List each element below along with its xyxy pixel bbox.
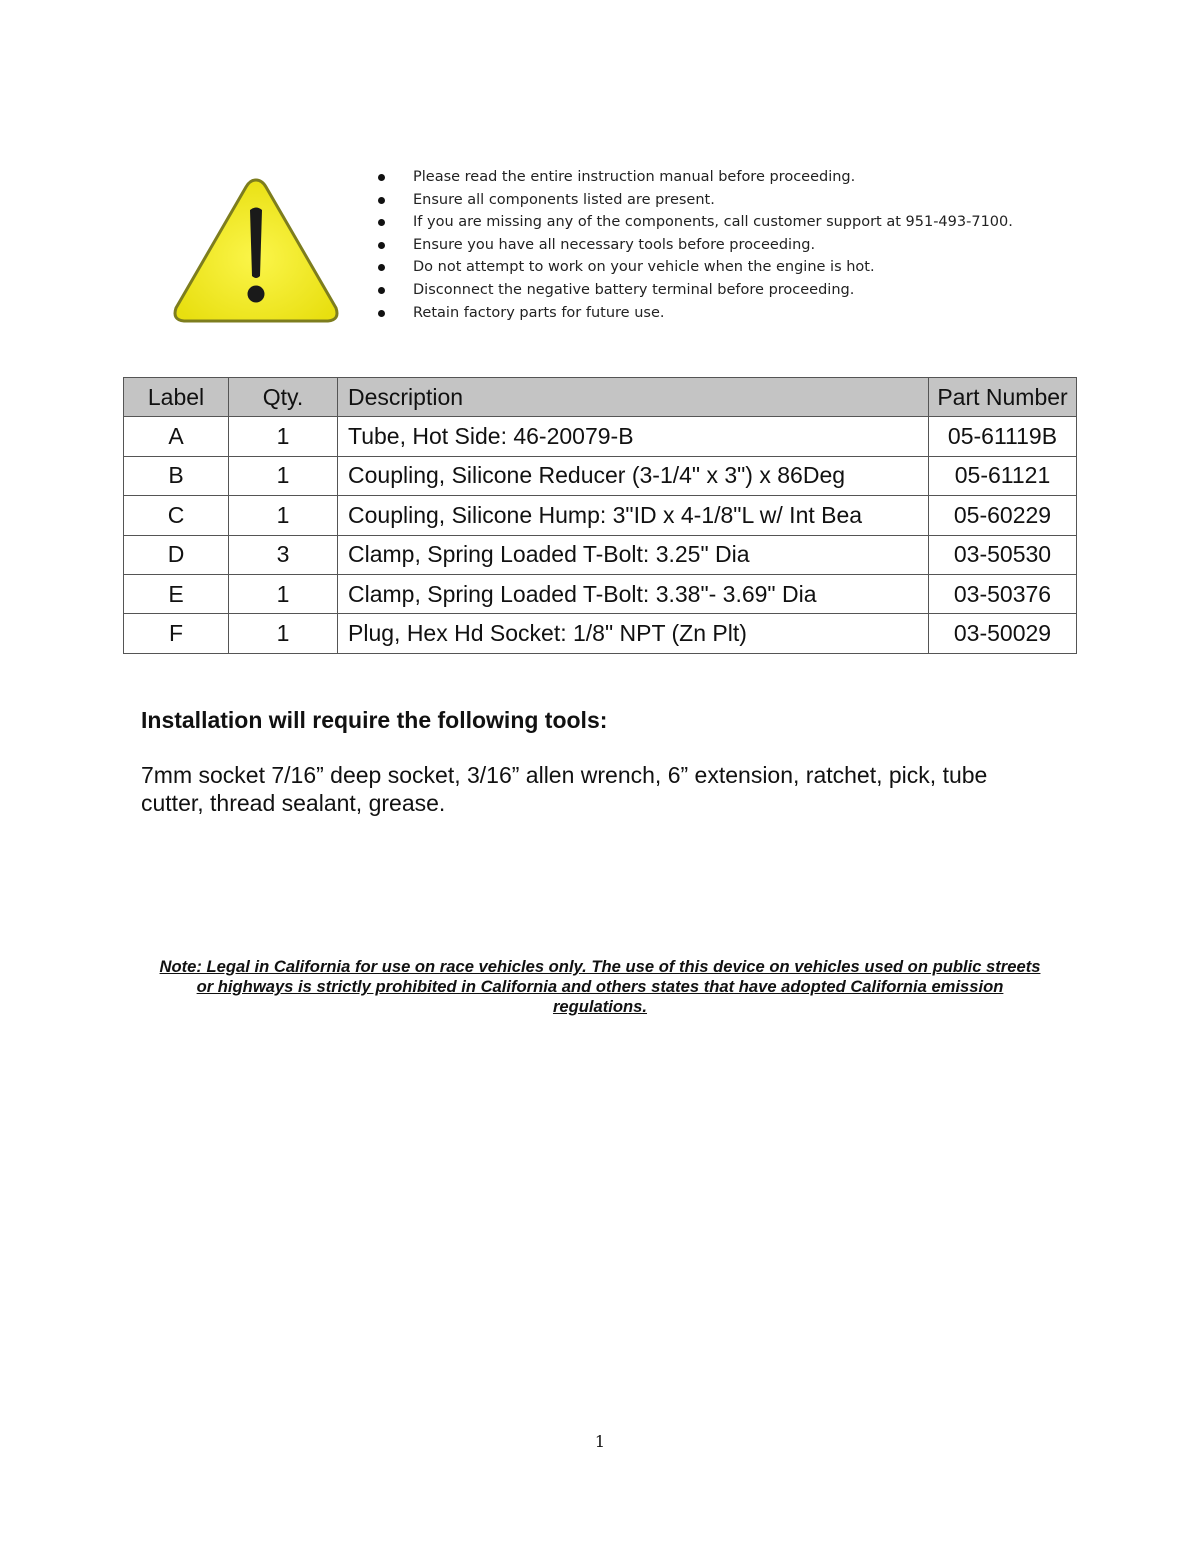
cell-description: Tube, Hot Side: 46-20079-B bbox=[338, 417, 929, 456]
cell-part-number: 05-61121 bbox=[929, 456, 1077, 495]
cell-qty: 1 bbox=[229, 574, 338, 613]
cell-part-number: 05-61119B bbox=[929, 417, 1077, 456]
bullet-item: Ensure you have all necessary tools before proceeding. bbox=[378, 234, 1013, 257]
bullet-item: Disconnect the negative battery terminal before proceeding. bbox=[378, 279, 1013, 302]
bullet-item: If you are missing any of the components, call customer support at 951-493-7100. bbox=[378, 211, 1013, 234]
bullet-item: Ensure all components listed are present. bbox=[378, 189, 1013, 212]
cell-qty: 3 bbox=[229, 535, 338, 574]
table-row bbox=[124, 535, 1077, 574]
cell-label: F bbox=[124, 614, 229, 653]
cell-part-number: 03-50530 bbox=[929, 535, 1077, 574]
safety-bullet-list bbox=[378, 166, 1013, 324]
table-row bbox=[124, 574, 1077, 613]
page-number: 1 bbox=[594, 1432, 606, 1451]
bullet-item: Retain factory parts for future use. bbox=[378, 302, 1013, 325]
cell-qty: 1 bbox=[229, 614, 338, 653]
header-qty: Qty. bbox=[229, 378, 338, 417]
tools-heading: Installation will require the following tools: bbox=[141, 707, 608, 733]
warning-triangle-icon bbox=[170, 174, 342, 326]
cell-description: Clamp, Spring Loaded T-Bolt: 3.38"- 3.69" Dia bbox=[338, 574, 929, 613]
cell-label: E bbox=[124, 574, 229, 613]
table-header-row bbox=[124, 378, 1077, 417]
cell-description: Plug, Hex Hd Socket: 1/8" NPT (Zn Plt) bbox=[338, 614, 929, 653]
cell-description: Clamp, Spring Loaded T-Bolt: 3.25" Dia bbox=[338, 535, 929, 574]
header-part-number: Part Number bbox=[929, 378, 1077, 417]
legal-note: Note: Legal in California for use on race vehicles only. The use of this device on vehicles used on public streets or highways is strictly prohibited in California and others states that have adopted California emission regulations. bbox=[159, 957, 1041, 1016]
header-description: Description bbox=[338, 378, 929, 417]
header-label: Label bbox=[124, 378, 229, 417]
cell-description: Coupling, Silicone Reducer (3-1/4" x 3") x 86Deg bbox=[338, 456, 929, 495]
cell-description: Coupling, Silicone Hump: 3"ID x 4-1/8"L w/ Int Bea bbox=[338, 496, 929, 535]
cell-label: D bbox=[124, 535, 229, 574]
bullet-item: Do not attempt to work on your vehicle when the engine is hot. bbox=[378, 256, 1013, 279]
cell-qty: 1 bbox=[229, 456, 338, 495]
cell-part-number: 03-50376 bbox=[929, 574, 1077, 613]
cell-label: A bbox=[124, 417, 229, 456]
table-row bbox=[124, 496, 1077, 535]
table-row bbox=[124, 614, 1077, 653]
cell-label: B bbox=[124, 456, 229, 495]
cell-part-number: 03-50029 bbox=[929, 614, 1077, 653]
table-row bbox=[124, 456, 1077, 495]
cell-label: C bbox=[124, 496, 229, 535]
tools-list: 7mm socket 7/16” deep socket, 3/16” allen wrench, 6” extension, ratchet, pick, tube cutter, thread sealant, grease. bbox=[141, 762, 988, 816]
parts-table bbox=[123, 377, 1077, 654]
cell-qty: 1 bbox=[229, 496, 338, 535]
bullet-item: Please read the entire instruction manual before proceeding. bbox=[378, 166, 1013, 189]
cell-part-number: 05-60229 bbox=[929, 496, 1077, 535]
cell-qty: 1 bbox=[229, 417, 338, 456]
table-row bbox=[124, 417, 1077, 456]
